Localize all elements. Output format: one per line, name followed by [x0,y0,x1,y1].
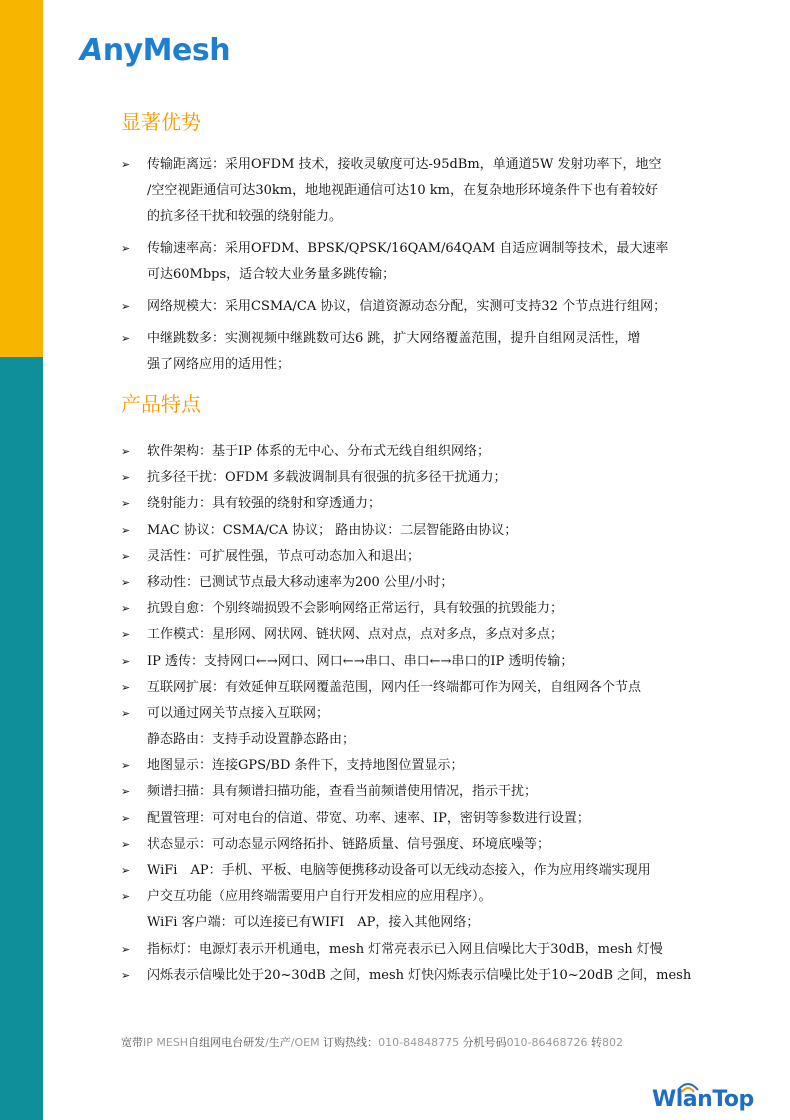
feature-row [121,649,691,675]
footer-text: /OEM [290,1036,320,1049]
yellow-side-stripe [0,0,43,357]
feature-text: WiFi AP：手机、平板、电脑等便携移动设备可以无线动态接入，作为应用终端实现用 [147,863,651,878]
arrow-bullet-icon: ➢ [121,968,131,982]
features-list [121,439,691,989]
feature-text: 状态显示：可动态显示网络拓扑、链路质量、信号强度、环境底噪等； [147,836,551,852]
feature-text: WiFi 客户端：可以连接已有WIFI AP，接入其他网络； [147,915,480,931]
arrow-bullet-icon: ➢ [121,158,131,171]
feature-text: 抗毁自愈：个别终端损毁不会影响网络正常运行，具有较强的抗毁能力； [147,601,564,617]
advantage-line [121,262,691,288]
feature-row [121,544,691,570]
footer-text: 转 [591,1036,603,1049]
feature-row [121,439,691,465]
feature-text: 互联网扩展：有效延伸互联网覆盖范围，网内任一终端都可作为网关，自组网各个节点 [147,679,642,695]
arrow-bullet-icon: ➢ [121,332,131,345]
advantage-line [121,152,691,178]
feature-text: MAC 协议：CSMA/CA 协议； 路由协议：二层智能路由协议； [147,522,518,538]
arrow-bullet-icon: ➢ [121,811,131,825]
arrow-bullet-icon: ➢ [121,471,131,485]
advantage-text: 网络规模大：采用CSMA/CA 协议，信道资源动态分配，实测可支持32 个节点进行组网； [147,299,667,314]
feature-row [121,753,691,779]
arrow-bullet-icon: ➢ [121,680,131,694]
arrow-bullet-icon: ➢ [121,759,131,773]
feature-text: 可以通过网关节点接入互联网； [147,705,330,721]
feature-row [121,858,691,884]
advantage-line [121,178,691,204]
feature-text: 地图显示：连接GPS/BD 条件下，支持地图位置显示； [147,758,464,774]
arrow-bullet-icon: ➢ [121,628,131,642]
arrow-bullet-icon: ➢ [121,445,131,458]
advantage-line [121,236,691,262]
feature-text: 配置管理：可对电台的信道、带宽、功率、速率、IP，密钥等参数进行设置； [147,810,590,826]
feature-row [121,910,691,936]
feature-text: 指标灯：电源灯表示开机通电，mesh 灯常亮表示已入网且信噪比大于30dB，mesh 灯慢 [147,941,663,957]
feature-row [121,832,691,858]
arrow-bullet-icon: ➢ [121,300,131,313]
advantages-list [121,152,691,378]
advantage-line [121,326,691,352]
feature-row [121,465,691,491]
feature-row [121,518,691,544]
wlantop-logo [652,1076,762,1116]
advantage-text: 传输距离远：采用OFDM 技术，接收灵敏度可达-95dBm，单通道5W 发射功率下，地空 [147,157,662,172]
anymesh-logo [80,30,230,70]
feature-row [121,675,691,701]
arrow-bullet-icon: ➢ [121,575,131,589]
arrow-bullet-icon: ➢ [121,706,131,720]
section-title-advantages: 显著优势 [121,110,201,134]
feature-text: 抗多径干扰：OFDM 多载波调制具有很强的抗多径干扰通力； [147,470,507,486]
feature-row [121,701,691,727]
feature-text: 灵活性：可扩展性强，节点可动态加入和退出； [147,548,421,564]
feature-row [121,806,691,832]
footer-text: 订购热线： [323,1036,379,1049]
feature-text: 闪烁表示信噪比处于20~30dB 之间，mesh 灯快闪烁表示信噪比处于10~20dB 之间，mesh [147,967,692,983]
feature-text: 工作模式：星形网、网状网、链状网、点对点，点对多点，多点对多点； [147,627,564,643]
feature-row [121,491,691,517]
advantage-text: 可达60Mbps，适合较大业务量多跳传输； [147,267,396,282]
arrow-bullet-icon: ➢ [121,242,131,255]
feature-text: 软件架构：基于IP 体系的无中心、分布式无线自组织网络； [147,444,491,459]
feature-row [121,937,691,963]
teal-side-stripe [0,357,43,1120]
feature-row [121,963,691,989]
feature-row [121,779,691,805]
feature-text: 绕射能力：具有较强的绕射和穿透通力； [147,496,382,512]
footer-text: IP MESH [143,1036,189,1049]
advantage-text: 的抗多径干扰和较强的绕射能力。 [147,209,343,224]
arrow-bullet-icon: ➢ [121,549,131,563]
arrow-bullet-icon: ➢ [121,785,131,799]
brand-name: WlanTop [652,1087,754,1112]
feature-text: 移动性：已测试节点最大移动速率为200 公里/小时； [147,574,454,590]
feature-row [121,727,691,753]
feature-row [121,596,691,622]
arrow-bullet-icon: ➢ [121,602,131,616]
feature-row [121,622,691,648]
arrow-bullet-icon: ➢ [121,942,131,956]
logo-text: nyMesh [102,32,231,68]
arrow-bullet-icon: ➢ [121,890,131,904]
feature-row [121,570,691,596]
arrow-bullet-icon: ➢ [121,837,131,851]
footer-phone: 010-84848775 [378,1036,460,1049]
footer-text: / [265,1036,269,1049]
arrow-bullet-icon: ➢ [121,864,131,877]
feature-text: IP 透传：支持网口←→网口、网口←→串口、串口←→串口的IP 透明传输； [147,653,574,669]
footer-text: 自组网电台研发 [188,1036,266,1049]
advantage-line [121,294,691,320]
arrow-bullet-icon: ➢ [121,497,131,511]
feature-row [121,884,691,910]
arrow-bullet-icon: ➢ [121,654,131,668]
footer-contact [121,1034,623,1050]
footer-text: 分机号码 [462,1036,507,1049]
feature-text: 户交互功能（应用终端需要用户自行开发相应的应用程序）。 [147,889,492,905]
advantage-text: 强了网络应用的适用性； [147,357,291,372]
footer-text: 宽带 [121,1036,143,1049]
footer-phone: 010-86468726 [506,1036,588,1049]
footer-extension: 802 [602,1036,624,1049]
logo-letter-a: A [80,32,103,68]
feature-text: 频谱扫描：具有频谱扫描功能，查看当前频谱使用情况，指示干扰； [147,784,538,800]
footer-text: 生产 [268,1036,291,1049]
advantage-line [121,352,691,378]
advantage-text: /空空视距通信可达30km，地地视距通信可达10 km，在复杂地形环境条件下也有着较好 [147,183,659,198]
advantage-text: 传输速率高：采用OFDM、BPSK/QPSK/16QAM/64QAM 自适应调制等技术，最大速率 [147,241,669,256]
advantage-line [121,204,691,230]
feature-text: 静态路由：支持手动设置静态路由； [147,732,356,748]
section-title-features: 产品特点 [121,392,201,416]
advantage-text: 中继跳数多：实测视频中继跳数可达6 跳，扩大网络覆盖范围，提升自组网灵活性，增 [147,331,641,346]
arrow-bullet-icon: ➢ [121,523,131,537]
